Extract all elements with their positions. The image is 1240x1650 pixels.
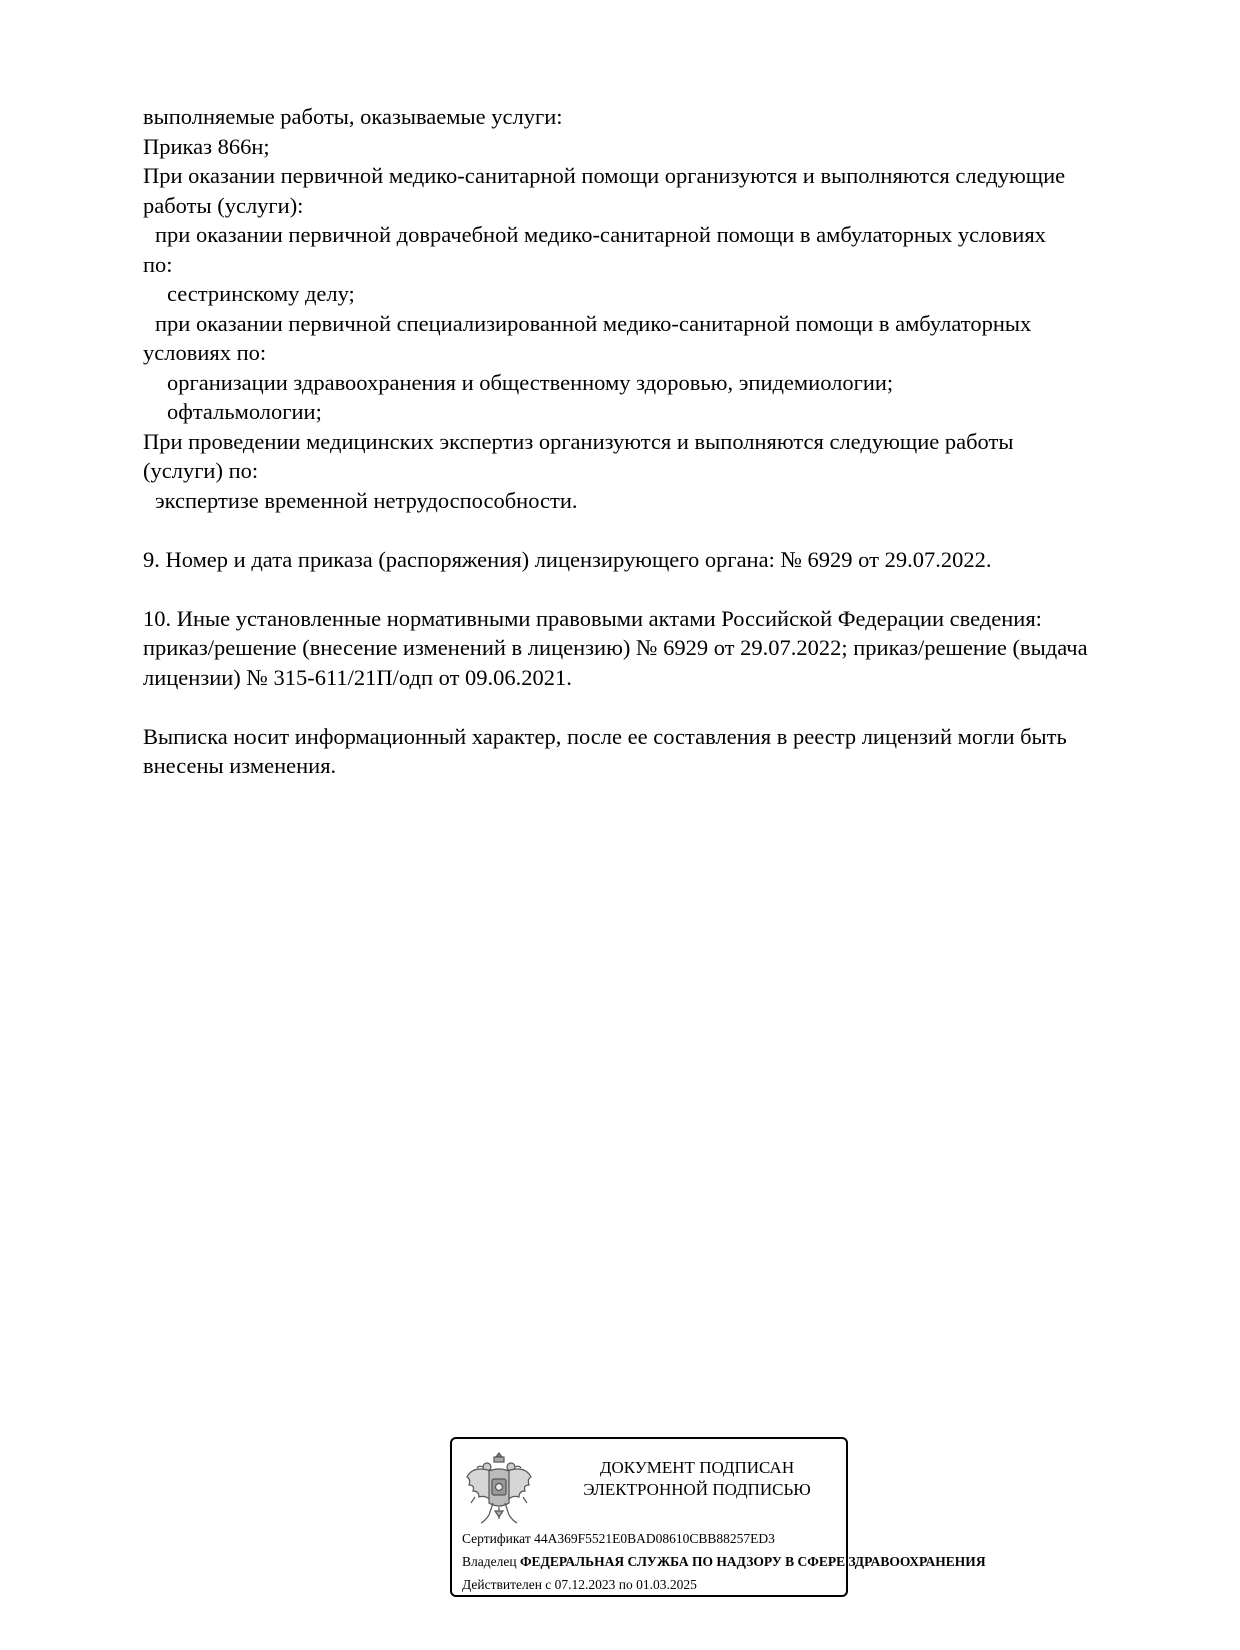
electronic-signature-stamp xyxy=(450,1437,986,1597)
text-line: При проведении медицинских экспертиз организуются и выполняются следующие работы xyxy=(143,428,1014,454)
stamp-title-line: ДОКУМЕНТ ПОДПИСАН xyxy=(599,1458,795,1477)
owner-value: ФЕДЕРАЛЬНАЯ СЛУЖБА ПО НАДЗОРУ В СФЕРЕ ЗДРАВООХРАНЕНИЯ xyxy=(519,1554,986,1569)
text-line: по: xyxy=(143,251,173,277)
certificate-label: Сертификат xyxy=(462,1531,531,1546)
text-line: Приказ 866н; xyxy=(143,133,270,159)
text-line: работы (услуги): xyxy=(143,192,304,218)
text-line: при оказании первичной специализированной медико-санитарной помощи в амбулаторных xyxy=(155,310,1032,336)
text-line: организации здравоохранения и общественному здоровью, эпидемиологии; xyxy=(167,369,894,395)
owner-line xyxy=(462,1550,986,1573)
item-10-line: приказ/решение (внесение изменений в лицензию) № 6929 от 29.07.2022; приказ/решение (выдача xyxy=(143,635,1088,660)
owner-label: Владелец xyxy=(462,1554,517,1569)
item-10-line: 10. Иные установленные нормативными правовыми актами Российской Федерации сведения: xyxy=(143,605,1042,631)
text-line: выполняемые работы, оказываемые услуги: xyxy=(143,104,563,129)
text-line: сестринскому делу; xyxy=(167,281,355,306)
note-line: Выписка носит информационный характер, после ее составления в реестр лицензий могли быть xyxy=(143,723,1067,749)
double-headed-eagle-emblem-icon xyxy=(463,1451,535,1529)
text-line: условиях по: xyxy=(143,340,267,365)
item-10-line: лицензии) № 315-611/21П/одп от 09.06.2021. xyxy=(143,664,572,690)
paragraph-gap xyxy=(143,574,1183,604)
text-line: офтальмологии; xyxy=(167,399,322,424)
text-line: (услуги) по: xyxy=(143,458,259,483)
stamp-title-line: ЭЛЕКТРОННОЙ ПОДПИСЬЮ xyxy=(583,1480,811,1499)
note-line: внесены изменения. xyxy=(143,753,337,778)
text-line: экспертизе временной нетрудоспособности. xyxy=(155,487,578,513)
text-line: При оказании первичной медико-санитарной помощи организуются и выполняются следующие xyxy=(143,163,1066,188)
validity-line: Действителен с 07.12.2023 по 01.03.2025 xyxy=(462,1577,697,1592)
stamp-details xyxy=(462,1527,986,1596)
stamp-title xyxy=(552,1457,842,1501)
document-body xyxy=(143,102,1183,781)
certificate-value: 44A369F5521E0BAD08610CBB88257ED3 xyxy=(534,1531,775,1546)
certificate-line xyxy=(462,1527,862,1550)
paragraph-gap xyxy=(143,692,1183,722)
paragraph-gap xyxy=(143,515,1183,545)
item-9: 9. Номер и дата приказа (распоряжения) лицензирующего органа: № 6929 от 29.07.2022. xyxy=(143,546,992,572)
text-line: при оказании первичной доврачебной медико-санитарной помощи в амбулаторных условиях xyxy=(155,222,1046,247)
